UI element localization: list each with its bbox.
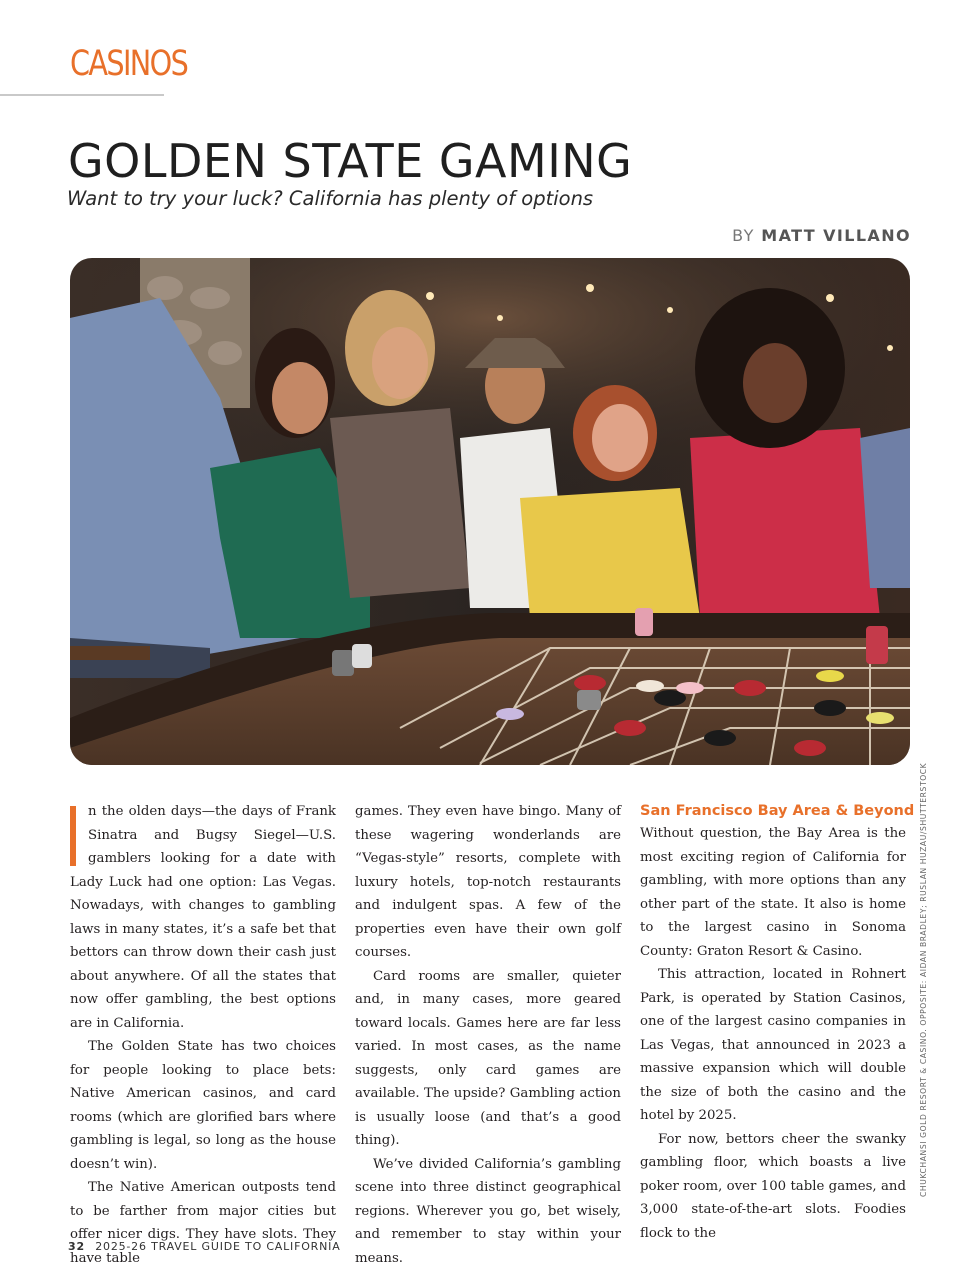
deck: Want to try your luck? California has plenty of options [67, 187, 594, 210]
article-paragraph: games. They even have bingo. Many of these wagering wonderlands are “Vegas-style” resorts, complete with luxury hotels, top-notch restaurants and indulgent spas. A few of the properties even have their own golf courses. [355, 804, 621, 960]
publication-title: 2025-26 TRAVEL GUIDE TO CALIFORNIA [95, 1240, 341, 1253]
article-paragraph: Without question, the Bay Area is the most exciting region of California for gambling, with more options than any other part of the state. It also is home to the largest casino in Sonoma County: Graton Resort & Casino. [640, 826, 906, 959]
article-paragraph: For now, bettors cheer the swanky gambling floor, which boasts a live poker room, over 100 table games, and 3,000 state-of-the-art slots. Foodies flock to the [640, 1131, 906, 1241]
photo-credit: CHUKCHANSI GOLD RESORT & CASINO. OPPOSITE: AIDAN BRADLEY; RUSLAN HUZAU/SHUTTERSTOCK [919, 762, 928, 1197]
article-column-3 [640, 800, 915, 1245]
article-paragraph [70, 800, 336, 1035]
byline-author: MATT VILLANO [761, 226, 911, 245]
article-column-2 [355, 800, 621, 1270]
section-rule [0, 94, 164, 96]
casino-photo [70, 258, 910, 765]
article-paragraph: The Native American outposts tend to be farther from major cities but offer nicer digs. They have slots. They have table [70, 1180, 336, 1266]
section-subhead: San Francisco Bay Area & Beyond [640, 803, 915, 819]
section-label: CASINOS [70, 44, 188, 84]
article-paragraph: The Golden State has two choices for people looking to place bets: Native American casinos, and card rooms (which are glorified bars where gambling is legal, so long as the house doesn’t win). [70, 1039, 336, 1172]
headline: GOLDEN STATE GAMING [68, 134, 633, 188]
paragraph-text: n the olden days—the days of Frank Sinatra and Bugsy Siegel—U.S. gamblers looking for a date with Lady Luck had one option: Las Vegas. Nowadays, with changes to gambling laws in many states, it’s a safe bet that bettors can throw down their cash just about anywhere. Of all the states that now offer gambling, the best options are in California. [70, 804, 336, 1031]
page-footer [68, 1240, 341, 1253]
article-paragraph: This attraction, located in Rohnert Park, is operated by Station Casinos, one of the largest casino companies in Las Vegas, that announced in 2023 a massive expansion which will double the size of both the casino and the hotel by 2025. [640, 967, 906, 1123]
article-paragraph: Card rooms are smaller, quieter and, in many cases, more geared toward locals. Games here are far less varied. In most cases, as the name suggests, only card games are available. The upside? Gambling action is usually loose (and that’s a good thing). [355, 968, 621, 1148]
article-column-1 [70, 800, 336, 1270]
page-number: 32 [68, 1240, 85, 1253]
article-paragraph: We’ve divided California’s gambling scene into three distinct geographical regions. Wherever you go, bet wisely, and remember to stay within your means. [355, 1156, 621, 1266]
byline-prefix: BY [732, 226, 755, 245]
drop-cap-bar [70, 806, 76, 866]
casino-photo-illustration [70, 258, 910, 765]
byline [732, 226, 911, 245]
